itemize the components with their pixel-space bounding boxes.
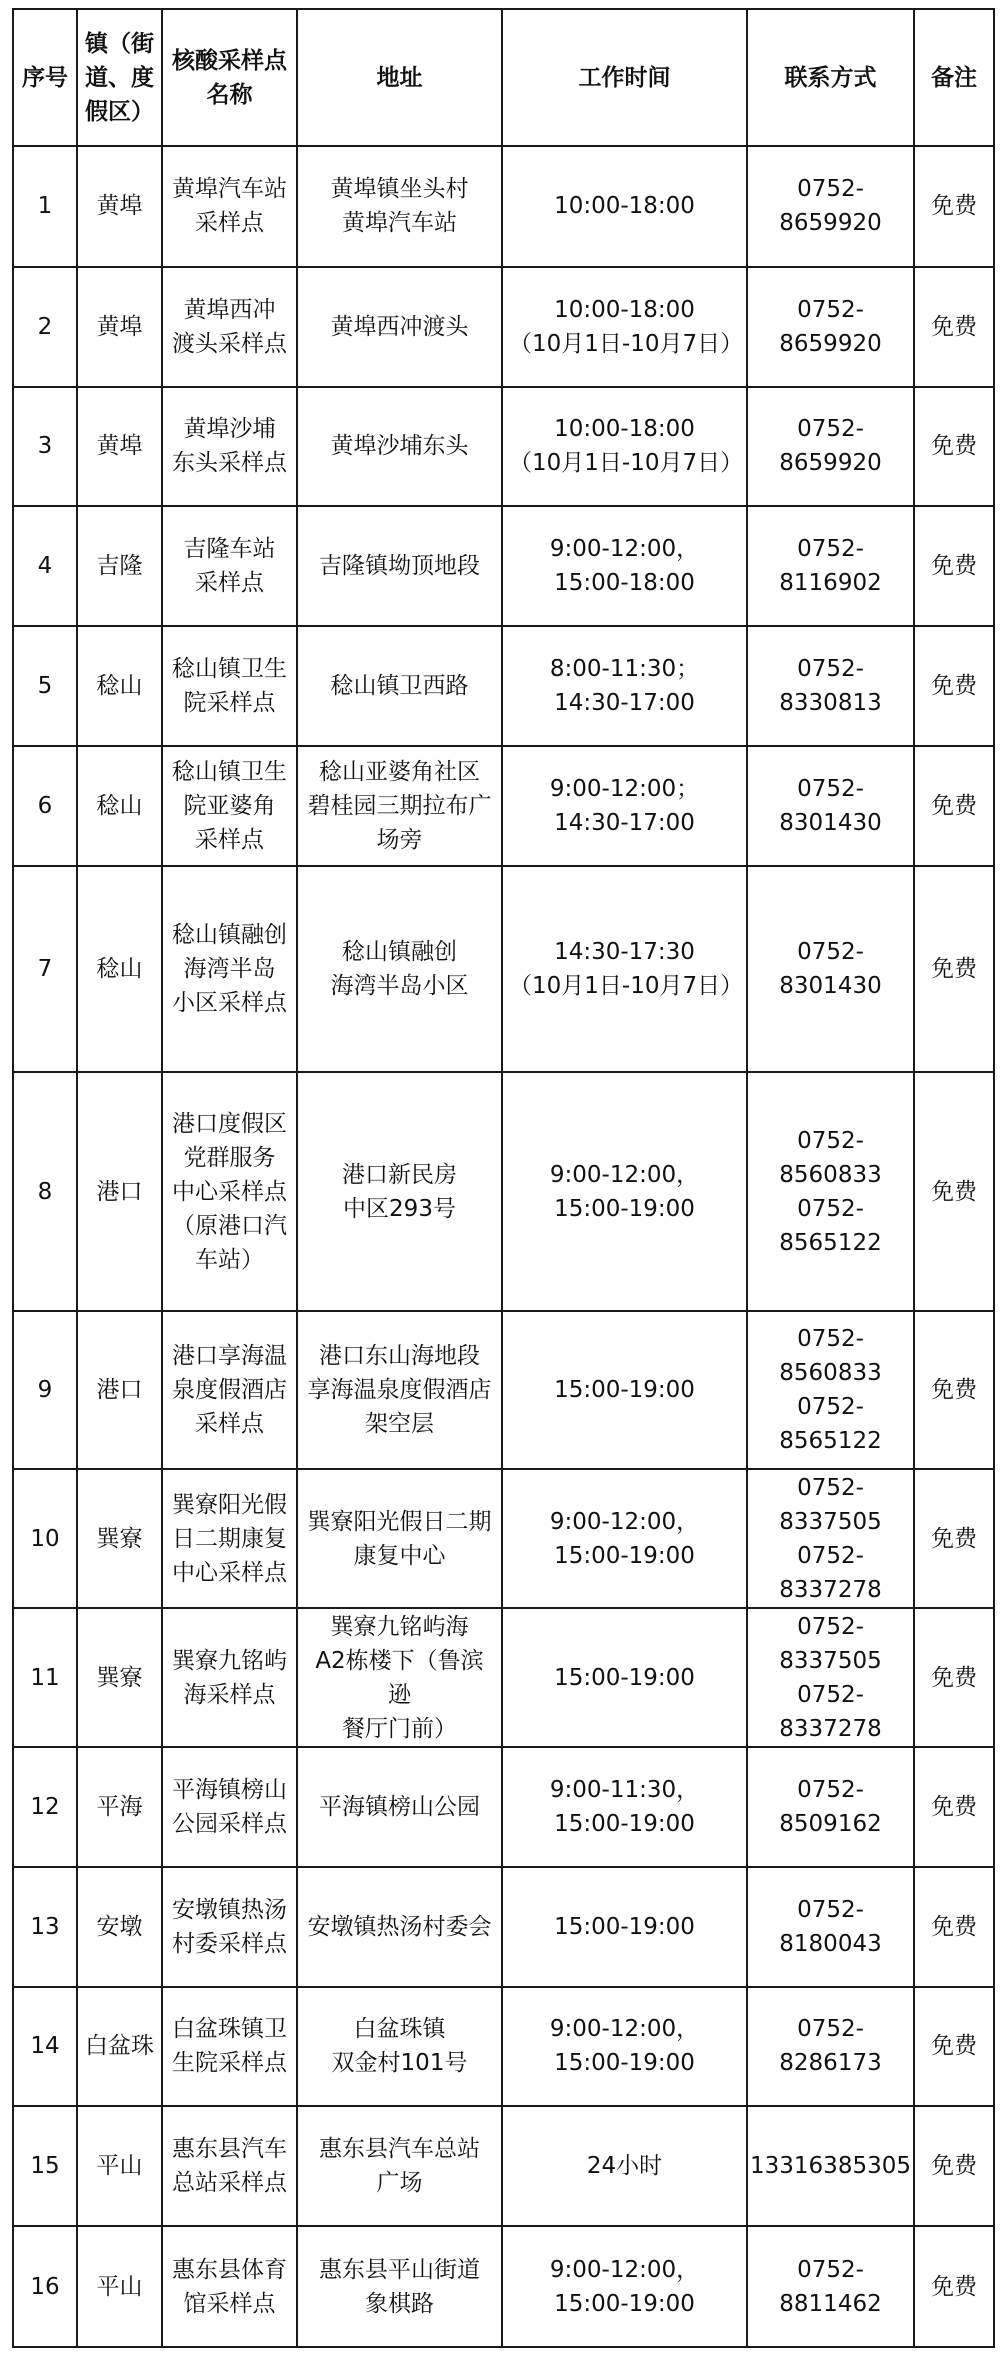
cell-seq: 15 — [13, 2106, 77, 2226]
cell-town: 稔山 — [77, 866, 162, 1072]
cell-seq: 3 — [13, 387, 77, 507]
cell-seq: 10 — [13, 1469, 77, 1608]
cell-seq: 6 — [13, 746, 77, 866]
cell-note: 免费 — [914, 866, 994, 1072]
header-note: 备注 — [914, 9, 994, 146]
cell-hours: 24小时 — [502, 2106, 747, 2226]
cell-site: 黄埠西冲 渡头采样点 — [162, 267, 297, 387]
cell-address: 惠东县平山街道 象棋路 — [297, 2226, 502, 2347]
cell-address: 稔山亚婆角社区 碧桂园三期拉布广 场旁 — [297, 746, 502, 866]
cell-note: 免费 — [914, 746, 994, 866]
cell-address: 惠东县汽车总站 广场 — [297, 2106, 502, 2226]
cell-town: 稔山 — [77, 626, 162, 746]
table-row — [13, 1072, 994, 1312]
header-town: 镇（街 道、度 假区） — [77, 9, 162, 146]
cell-town: 平山 — [77, 2106, 162, 2226]
cell-town: 平海 — [77, 1747, 162, 1867]
cell-hours: 10:00-18:00 （10月1日-10月7日） — [502, 387, 747, 507]
cell-town: 黄埠 — [77, 146, 162, 267]
cell-seq: 16 — [13, 2226, 77, 2347]
cell-address: 平海镇榜山公园 — [297, 1747, 502, 1867]
cell-contact: 0752- 8659920 — [747, 146, 914, 267]
cell-address: 白盆珠镇 双金村101号 — [297, 1987, 502, 2107]
cell-seq: 7 — [13, 866, 77, 1072]
cell-contact: 0752- 8330813 — [747, 626, 914, 746]
cell-note: 免费 — [914, 1311, 994, 1469]
cell-town: 巽寮 — [77, 1469, 162, 1608]
cell-hours: 10:00-18:00 （10月1日-10月7日） — [502, 267, 747, 387]
cell-site: 巽寮阳光假 日二期康复 中心采样点 — [162, 1469, 297, 1608]
cell-address: 黄埠沙埔东头 — [297, 387, 502, 507]
cell-site: 港口享海温 泉度假酒店 采样点 — [162, 1311, 297, 1469]
cell-town: 稔山 — [77, 746, 162, 866]
cell-seq: 12 — [13, 1747, 77, 1867]
table-row — [13, 506, 994, 626]
cell-site: 稔山镇卫生 院采样点 — [162, 626, 297, 746]
cell-seq: 1 — [13, 146, 77, 267]
cell-town: 黄埠 — [77, 387, 162, 507]
cell-note: 免费 — [914, 1747, 994, 1867]
cell-hours: 9:00-12:00， 15:00-19:00 — [502, 1072, 747, 1312]
cell-site: 港口度假区 党群服务 中心采样点 （原港口汽 车站） — [162, 1072, 297, 1312]
cell-contact: 0752- 8659920 — [747, 387, 914, 507]
cell-town: 平山 — [77, 2226, 162, 2347]
table-row — [13, 2106, 994, 2226]
cell-seq: 5 — [13, 626, 77, 746]
cell-site: 惠东县汽车 总站采样点 — [162, 2106, 297, 2226]
cell-note: 免费 — [914, 1987, 994, 2107]
cell-address: 巽寮九铭屿海 A2栋楼下（鲁滨逊 餐厅门前） — [297, 1608, 502, 1747]
table-row — [13, 1469, 994, 1608]
cell-contact: 0752- 8811462 — [747, 2226, 914, 2347]
cell-site: 平海镇榜山 公园采样点 — [162, 1747, 297, 1867]
cell-site: 吉隆车站 采样点 — [162, 506, 297, 626]
cell-hours: 14:30-17:30 （10月1日-10月7日） — [502, 866, 747, 1072]
table-row — [13, 2226, 994, 2347]
cell-hours: 15:00-19:00 — [502, 1608, 747, 1747]
cell-hours: 10:00-18:00 — [502, 146, 747, 267]
cell-seq: 13 — [13, 1867, 77, 1987]
cell-town: 黄埠 — [77, 267, 162, 387]
cell-site: 稔山镇卫生 院亚婆角 采样点 — [162, 746, 297, 866]
table-row — [13, 267, 994, 387]
header-hours: 工作时间 — [502, 9, 747, 146]
table-row — [13, 1608, 994, 1747]
cell-contact: 13316385305 — [747, 2106, 914, 2226]
cell-hours: 9:00-11:30， 15:00-19:00 — [502, 1747, 747, 1867]
cell-note: 免费 — [914, 1608, 994, 1747]
cell-site: 黄埠沙埔 东头采样点 — [162, 387, 297, 507]
cell-contact: 0752- 8116902 — [747, 506, 914, 626]
cell-contact: 0752- 8337505 0752- 8337278 — [747, 1469, 914, 1608]
cell-seq: 9 — [13, 1311, 77, 1469]
cell-note: 免费 — [914, 267, 994, 387]
table-row — [13, 387, 994, 507]
cell-address: 黄埠西冲渡头 — [297, 267, 502, 387]
cell-hours: 9:00-12:00， 15:00-18:00 — [502, 506, 747, 626]
cell-address: 港口东山海地段 享海温泉度假酒店 架空层 — [297, 1311, 502, 1469]
table-row — [13, 866, 994, 1072]
cell-site: 白盆珠镇卫 生院采样点 — [162, 1987, 297, 2107]
cell-contact: 0752- 8509162 — [747, 1747, 914, 1867]
table-row — [13, 1987, 994, 2107]
cell-hours: 9:00-12:00， 15:00-19:00 — [502, 2226, 747, 2347]
cell-note: 免费 — [914, 1469, 994, 1608]
testing-sites-table — [12, 8, 995, 2348]
cell-contact: 0752- 8659920 — [747, 267, 914, 387]
cell-hours: 15:00-19:00 — [502, 1867, 747, 1987]
cell-site: 巽寮九铭屿 海采样点 — [162, 1608, 297, 1747]
cell-note: 免费 — [914, 2226, 994, 2347]
cell-contact: 0752- 8337505 0752- 8337278 — [747, 1608, 914, 1747]
cell-address: 巽寮阳光假日二期 康复中心 — [297, 1469, 502, 1608]
cell-contact: 0752- 8560833 0752- 8565122 — [747, 1072, 914, 1312]
table-row — [13, 626, 994, 746]
header-seq: 序号 — [13, 9, 77, 146]
cell-note: 免费 — [914, 387, 994, 507]
cell-address: 吉隆镇坳顶地段 — [297, 506, 502, 626]
cell-town: 安墩 — [77, 1867, 162, 1987]
table-row — [13, 1311, 994, 1469]
cell-address: 黄埠镇坐头村 黄埠汽车站 — [297, 146, 502, 267]
cell-note: 免费 — [914, 146, 994, 267]
header-contact: 联系方式 — [747, 9, 914, 146]
cell-seq: 2 — [13, 267, 77, 387]
cell-note: 免费 — [914, 1072, 994, 1312]
cell-town: 巽寮 — [77, 1608, 162, 1747]
cell-site: 黄埠汽车站 采样点 — [162, 146, 297, 267]
cell-hours: 9:00-12:00， 15:00-19:00 — [502, 1469, 747, 1608]
header-site: 核酸采样点 名称 — [162, 9, 297, 146]
table-row — [13, 146, 994, 267]
cell-site: 安墩镇热汤 村委采样点 — [162, 1867, 297, 1987]
cell-address: 安墩镇热汤村委会 — [297, 1867, 502, 1987]
cell-contact: 0752- 8301430 — [747, 746, 914, 866]
cell-contact: 0752- 8301430 — [747, 866, 914, 1072]
cell-contact: 0752- 8286173 — [747, 1987, 914, 2107]
cell-address: 稔山镇融创 海湾半岛小区 — [297, 866, 502, 1072]
cell-seq: 11 — [13, 1608, 77, 1747]
cell-contact: 0752- 8180043 — [747, 1867, 914, 1987]
cell-hours: 9:00-12:00； 14:30-17:00 — [502, 746, 747, 866]
header-row — [13, 9, 994, 146]
header-address: 地址 — [297, 9, 502, 146]
cell-town: 港口 — [77, 1072, 162, 1312]
cell-contact: 0752- 8560833 0752- 8565122 — [747, 1311, 914, 1469]
table-row — [13, 746, 994, 866]
cell-site: 稔山镇融创 海湾半岛 小区采样点 — [162, 866, 297, 1072]
cell-town: 白盆珠 — [77, 1987, 162, 2107]
table-row — [13, 1747, 994, 1867]
cell-note: 免费 — [914, 506, 994, 626]
cell-site: 惠东县体育 馆采样点 — [162, 2226, 297, 2347]
cell-hours: 9:00-12:00， 15:00-19:00 — [502, 1987, 747, 2107]
cell-note: 免费 — [914, 626, 994, 746]
cell-note: 免费 — [914, 2106, 994, 2226]
cell-seq: 4 — [13, 506, 77, 626]
cell-seq: 14 — [13, 1987, 77, 2107]
cell-town: 港口 — [77, 1311, 162, 1469]
cell-hours: 8:00-11:30； 14:30-17:00 — [502, 626, 747, 746]
cell-address: 稔山镇卫西路 — [297, 626, 502, 746]
cell-hours: 15:00-19:00 — [502, 1311, 747, 1469]
cell-address: 港口新民房 中区293号 — [297, 1072, 502, 1312]
cell-seq: 8 — [13, 1072, 77, 1312]
cell-town: 吉隆 — [77, 506, 162, 626]
cell-note: 免费 — [914, 1867, 994, 1987]
table-row — [13, 1867, 994, 1987]
